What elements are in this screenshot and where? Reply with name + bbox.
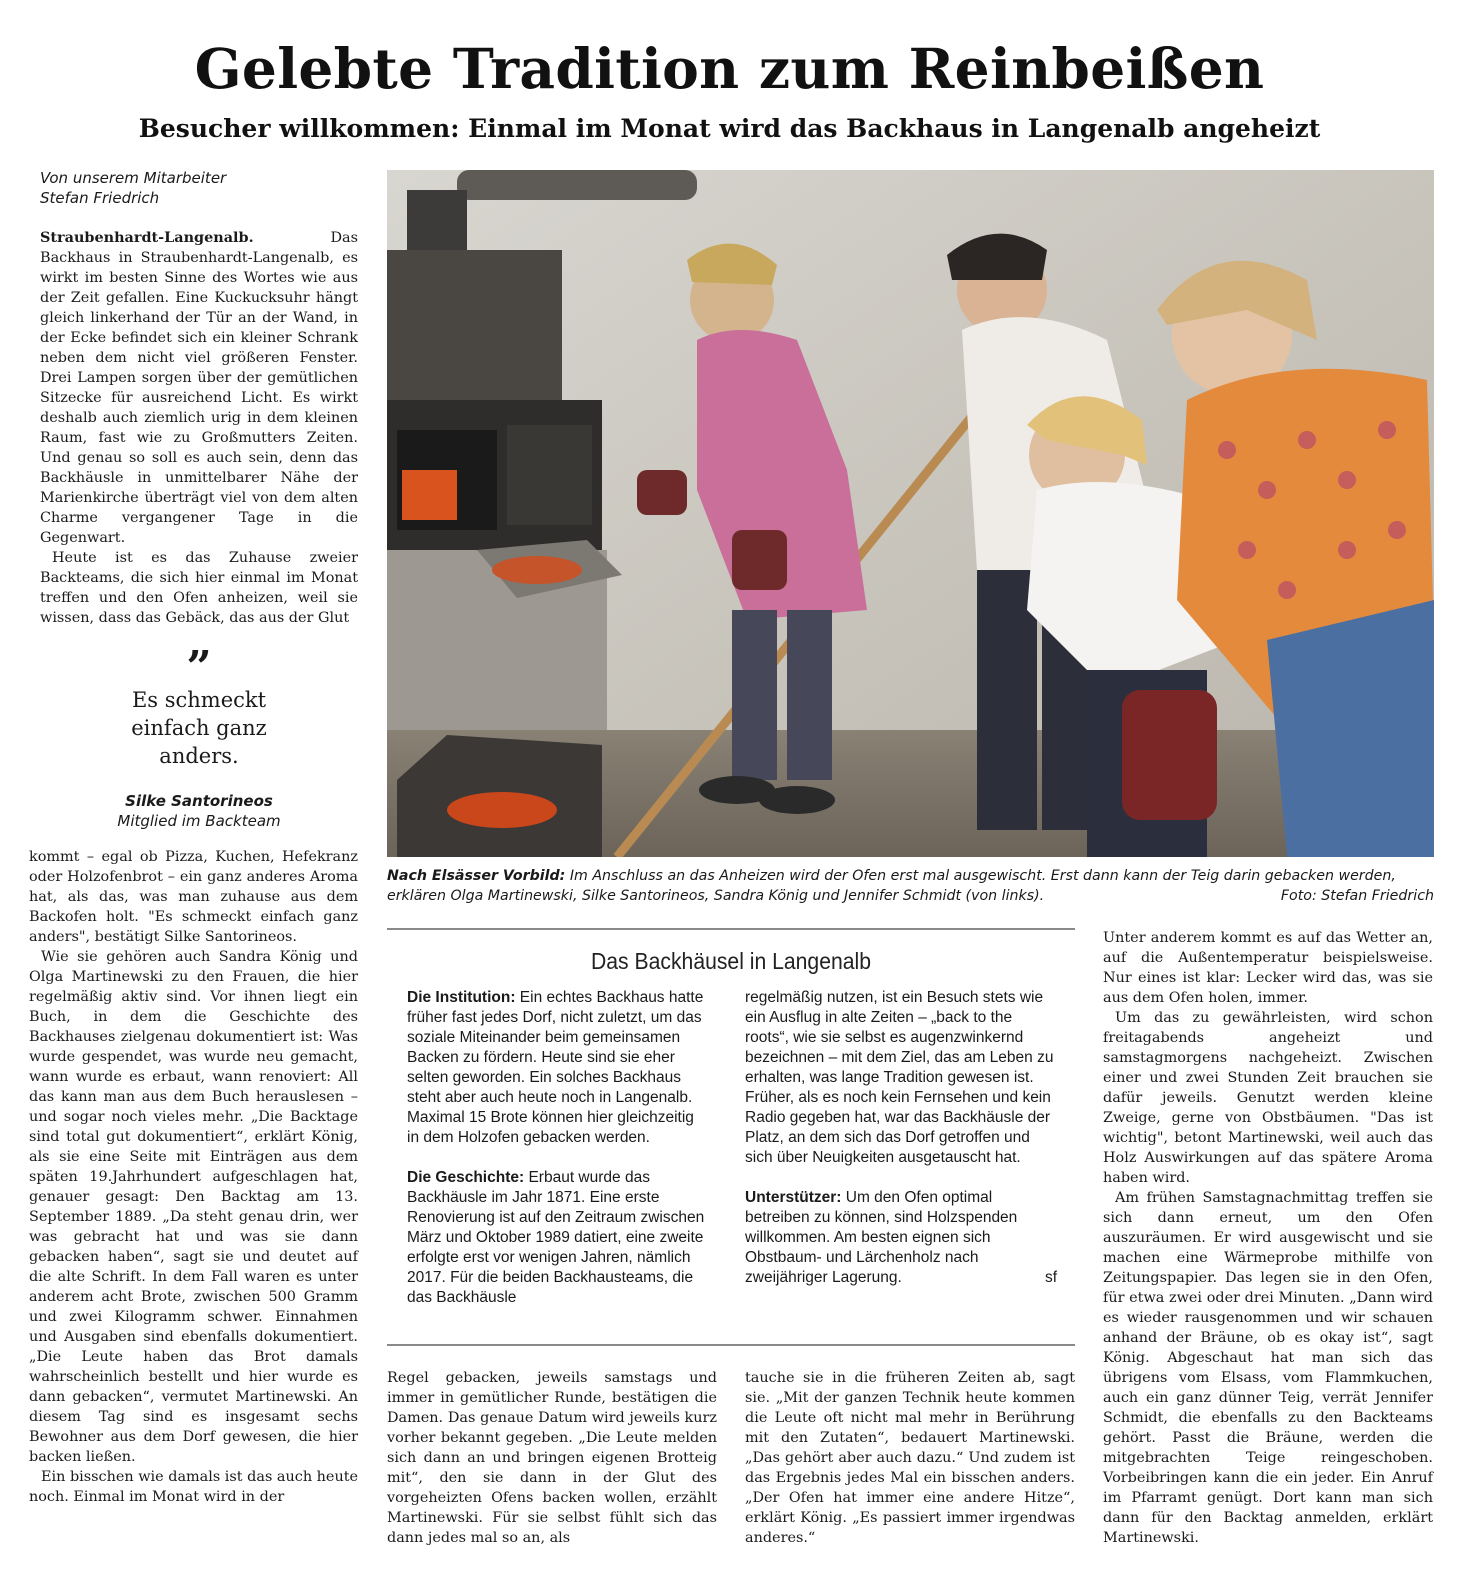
info-box: [387, 928, 1075, 1346]
support-label: Unterstützer:: [745, 1189, 842, 1206]
institution-text: Ein echtes Backhaus hatte früher fast jedes Dorf, nicht zuletzt, um das soziale Miteinander beim gemeinsamen Backen zu fördern. Heute sind sie eher selten geworden. Ein solches Backhaus steht aber auch heute noch in Langenalb. Maximal 15 Brote können hier gleichzeitig in dem Holzofen gebacken werden.: [407, 989, 704, 1146]
article-column-2-bottom: [387, 1368, 717, 1548]
info-box-signature: sf: [1044, 1269, 1057, 1286]
article-column-1-top: [40, 228, 358, 628]
bakehouse-photo-illustration: [387, 170, 1434, 857]
info-box-column-left: [407, 988, 707, 1328]
article-column-3-bottom: [745, 1368, 1075, 1548]
article-paragraph-6: Regel gebacken, jeweils samstags und immer in gemütlicher Runde, bestätigen die Damen. Das genaue Datum wird jeweils kurz vorher bekannt gegeben. „Die Leute melden sich dann an und bringen eigenen Brotteig mit“, den sie dann in der Glut des vorgeheizten Ofens backen wollen, erzählt Martinewski. Für sie selbst fühlt sich das dann jedes mal so an, als: [387, 1370, 717, 1546]
caption-lead: Nach Elsässer Vorbild:: [387, 868, 566, 884]
byline-author: Stefan Friedrich: [40, 189, 160, 207]
dateline: Straubenhardt-Langenalb.: [40, 229, 254, 246]
byline-line1: Von unserem Mitarbeiter: [40, 169, 227, 187]
article-paragraph-4: Wie sie gehören auch Sandra König und Olga Martinewski zu den Frauen, die hier regelmäßig aktiv sind. Vor ihnen liegt ein Buch, in dem die Geschichte des Backhauses zielgenau dokumentiert ist: Was wurde gespendet, was wurde neu gemacht, wann wurde es erbaut, wann renoviert: All das kann man aus dem Buch herauslesen – und sogar noch vieles mehr. „Die Backtage sind total gut dokumentiert“, erklärt König, als sie eine Seite mit Einträgen aus dem späten 19.Jahrhundert aufgeschlagen hat, genauer gesagt: Den Backtag am 13. September 1889. „Da steht genau drin, wer was gebracht hat und was sie dann gebacken haben“, sagt sie und deutet auf die alte Schrift. In dem Fall waren es unter anderem acht Brote, zwischen 500 Gramm und zwei Kilogramm schwer. Einnahmen und Ausgaben sind ebenfalls dokumentiert. „Die Leute haben das Brot damals wahrscheinlich bestellt und hier wurde es dann gebacken“, vermutet Martinewski. An diesem Tag sind es insgesamt sechs Bewohner aus dem Dorf gewesen, die hier backen ließen.: [29, 949, 358, 1465]
history-text: Erbaut wurde das Backhäusle im Jahr 1871. Eine erste Renovierung ist auf den Zeitraum zwischen März und Oktober 1989 datiert, eine zweite erfolgte erst vor wenigen Jahren, nämlich 2017. Für die beiden Backhausteams, die das Backhäusle: [407, 1169, 705, 1306]
article-column-1-bottom: [29, 847, 358, 1507]
article-paragraph-2: Heute ist es das Zuhause zweier Backteams, die sich hier einmal im Monat treffen und den Ofen anheizen, weil sie wissen, dass das Gebäck, das aus der Glut: [40, 550, 358, 626]
article-paragraph-9: Um das zu gewährleisten, wird schon freitagabends angeheizt und samstagmorgens nachgeheizt. Zwischen einer und zwei Stunden Zeit brauchen sie dafür jeweils. Genutzt werden kleine Zweige, gerne von Obstbäumen. "Das ist wichtig", betont Martinewski, weil auch das Holz Auswirkungen auf das spätere Aroma haben wird.: [1103, 1010, 1433, 1186]
photo-credit: Foto: Stefan Friedrich: [1280, 888, 1434, 904]
quote-author: Silke Santorineos: [125, 792, 273, 810]
quote-role: Mitglied im Backteam: [117, 812, 281, 830]
headline: Gelebte Tradition zum Reinbeißen: [194, 36, 1265, 101]
article-paragraph-3: kommt – egal ob Pizza, Kuchen, Hefekranz oder Holzofenbrot – ein ganz anderes Aroma hat, als das, was man zuhause aus dem Backofen holt. "Es schmeckt einfach ganz anders", bestätigt Silke Santorineos.: [29, 849, 358, 945]
article-paragraph-7: tauche sie in die früheren Zeiten ab, sagt sie. „Mit der ganzen Technik heute kommen die Leute oft nicht mal mehr in Berührung mit den Zutaten“, bedauert Martinewski. „Das gehört aber auch dazu.“ Und zudem ist das Ergebnis jedes Mal ein bisschen anders. „Der Ofen hat immer eine andere Hitze“, erklärt König. „Es passiert immer irgendwas anderes.“: [745, 1370, 1075, 1546]
institution-label: Die Institution:: [407, 989, 516, 1006]
pull-quote: [40, 642, 358, 830]
caption-text: Im Anschluss an das Anheizen wird der Ofen erst mal ausgewischt. Erst dann kann der Teig darin gebacken werden, erklären Olga Martinewski, Silke Santorineos, Sandra König und Jennifer Schmidt (von links).: [387, 868, 1396, 904]
info-box-column-right: [745, 988, 1057, 1308]
history-continuation: regelmäßig nutzen, ist ein Besuch stets wie ein Ausflug in alte Zeiten – „back to the roots“, wie sie selbst es augenzwinkernd bezeichnen – mit dem Ziel, das am Leben zu erhalten, was lange Tradition gewesen ist. Früher, als es noch kein Fernsehen und kein Radio gegeben hat, war das Backhäusle der Platz, an dem sich das Dorf getroffen und sich über Neuigkeiten ausgetauscht hat.: [745, 989, 1054, 1166]
support-text: Um den Ofen optimal betreiben zu können, sind Holzspenden willkommen. Am besten eignen sich Obstbaum- und Lärchenholz nach zweijähriger Lagerung.: [745, 1189, 1018, 1286]
quote-text: Es schmeckt einfach ganz anders.: [131, 688, 267, 768]
history-label: Die Geschichte:: [407, 1169, 525, 1186]
article-paragraph-1: Das Backhaus in Straubenhardt-Langenalb, es wirkt im besten Sinne des Wortes wie aus der Zeit gefallen. Eine Kuckucksuhr hängt gleich linkerhand der Tür an der Wand, in der Ecke befindet sich ein kleiner Schrank neben dem nicht viel größeren Fenster. Drei Lampen sorgen über der gemütlichen Sitzecke für ausreichend Licht. Es wirkt deshalb auch ziemlich urig in dem kleinen Raum, fast wie zu Großmutters Zeiten. Und genau so soll es auch sein, denn das Backhäusle in unmittelbarer Nähe der Marienkirche überträgt viel von dem alten Charme vergangener Tage in die Gegenwart.: [40, 230, 358, 546]
article-photo: [387, 170, 1434, 857]
byline: [40, 168, 340, 208]
subheadline: Besucher willkommen: Einmal im Monat wird das Backhaus in Langenalb angeheizt: [138, 114, 1321, 143]
article-paragraph-10: Am frühen Samstagnachmittag treffen sie sich dann erneut, um den Ofen auszuräumen. Er wird ausgewischt und sie machen eine Wärmeprobe mithilfe von Zeitungspapier. Das legen sie in den Ofen, für etwa zwei oder drei Minuten. „Dann wird es wieder rausgenommen und wir schauen anhand der Bräune, ob es okay ist“, sagt König. Abgeschaut hat man sich das übrigens vom Elsass, vom Flammkuchen, auch ein ganz dünner Teig, verrät Jennifer Schmidt, die ebenfalls zu den Backteams gehört. Passt die Bräune, werden die mitgebrachten Teige reingeschoben. Vorbeibringen kann die ein jeder. Ein Anruf im Pfarramt genügt. Dort kann man sich dann für den Backtag anmelden, erklärt Martinewski.: [1103, 1190, 1433, 1546]
article-column-4: [1103, 928, 1433, 1548]
article-paragraph-5: Ein bisschen wie damals ist das auch heute noch. Einmal im Monat wird in der: [29, 1469, 359, 1505]
article-paragraph-8: Unter anderem kommt es auf das Wetter an, auf die Außentemperatur beispielsweise. Nur eines ist klar: Lecker wird das, was sie aus dem Ofen holen, immer.: [1103, 930, 1433, 1006]
quote-mark-icon: ”: [186, 642, 212, 693]
photo-caption: [387, 866, 1434, 906]
info-box-title: Das Backhäusel in Langenalb: [591, 948, 871, 974]
